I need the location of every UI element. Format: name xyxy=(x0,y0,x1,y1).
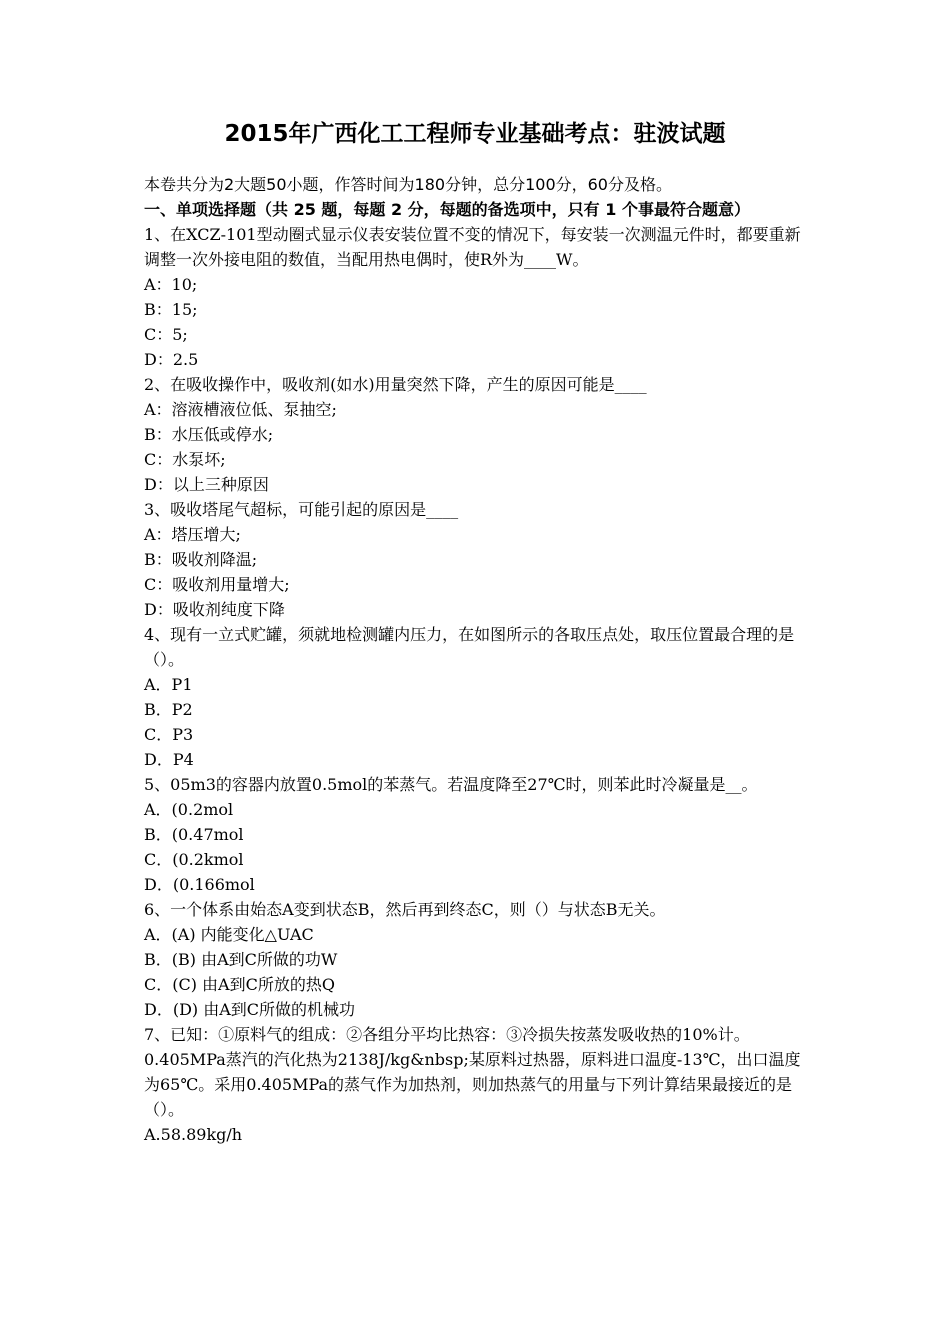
option-c: C．P3 xyxy=(144,725,194,744)
question-text: 5、05m3的容器内放置0.5mol的苯蒸气。若温度降至27℃时，则苯此时冷凝量是__。 xyxy=(144,775,758,794)
document-body xyxy=(144,172,816,1147)
option-a: A：塔压增大; xyxy=(144,525,241,544)
exam-intro: 本卷共分为2大题50小题，作答时间为180分钟，总分100分，60分及格。 xyxy=(144,175,672,194)
option-a: A．(0.2mol xyxy=(144,800,234,819)
option-c: C．(0.2kmol xyxy=(144,850,244,869)
option-d: D．(0.166mol xyxy=(144,875,255,894)
option-a: A．(A) 内能变化△UAC xyxy=(144,925,314,944)
question-block xyxy=(144,222,816,372)
question-text: 7、已知：①原料气的组成：②各组分平均比热容：③冷损失按蒸发吸收热的10%计。0.405MPa蒸汽的汽化热为2138J/kg&nbsp;某原料过热器，原料进口温度-13℃，出口温度为65℃。采用0.405MPa的蒸气作为加热剂，则加热蒸气的用量与下列计算结果最接近的是（）。 xyxy=(144,1025,801,1119)
option-d: D：吸收剂纯度下降 xyxy=(144,600,285,619)
question-block xyxy=(144,622,816,772)
option-b: B：吸收剂降温; xyxy=(144,550,258,569)
question-text: 3、吸收塔尾气超标，可能引起的原因是____ xyxy=(144,500,459,519)
option-b: B．P2 xyxy=(144,700,193,719)
option-d: D．P4 xyxy=(144,750,194,769)
option-b: B．(B) 由A到C所做的功W xyxy=(144,950,338,969)
option-d: D．(D) 由A到C所做的机械功 xyxy=(144,1000,356,1019)
option-a: A.58.89kg/h xyxy=(144,1125,243,1144)
question-text: 2、在吸收操作中，吸收剂(如水)用量突然下降，产生的原因可能是____ xyxy=(144,375,647,394)
option-b: B．(0.47mol xyxy=(144,825,244,844)
question-block xyxy=(144,772,816,897)
question-block xyxy=(144,1022,816,1147)
option-a: A：溶液槽液位低、泵抽空; xyxy=(144,400,337,419)
question-text: 6、一个体系由始态A变到状态B，然后再到终态C，则（）与状态B无关。 xyxy=(144,900,666,919)
option-a: A：10; xyxy=(144,275,198,294)
question-block xyxy=(144,372,816,497)
option-b: B：15; xyxy=(144,300,198,319)
option-b: B：水压低或停水; xyxy=(144,425,274,444)
option-a: A．P1 xyxy=(144,675,193,694)
question-block xyxy=(144,897,816,1022)
section-heading: 一、单项选择题（共 25 题，每题 2 分，每题的备选项中，只有 1 个事最符合题意） xyxy=(144,200,750,219)
question-text: 4、现有一立式贮罐，须就地检测罐内压力，在如图所示的各取压点处，取压位置最合理的是（）。 xyxy=(144,625,795,669)
question-block xyxy=(144,497,816,622)
question-text: 1、在XCZ-101型动圈式显示仪表安装位置不变的情况下，每安装一次测温元件时，都要重新调整一次外接电阻的数值，当配用热电偶时，使R外为____W。 xyxy=(144,225,801,269)
option-c: C．(C) 由A到C所放的热Q xyxy=(144,975,335,994)
option-c: C：水泵坏; xyxy=(144,450,226,469)
option-d: D：2.5 xyxy=(144,350,199,369)
option-c: C：5; xyxy=(144,325,188,344)
option-c: C：吸收剂用量增大; xyxy=(144,575,290,594)
option-d: D：以上三种原因 xyxy=(144,475,269,494)
document-title: 2015年广西化工工程师专业基础考点：驻波试题 xyxy=(224,121,726,147)
